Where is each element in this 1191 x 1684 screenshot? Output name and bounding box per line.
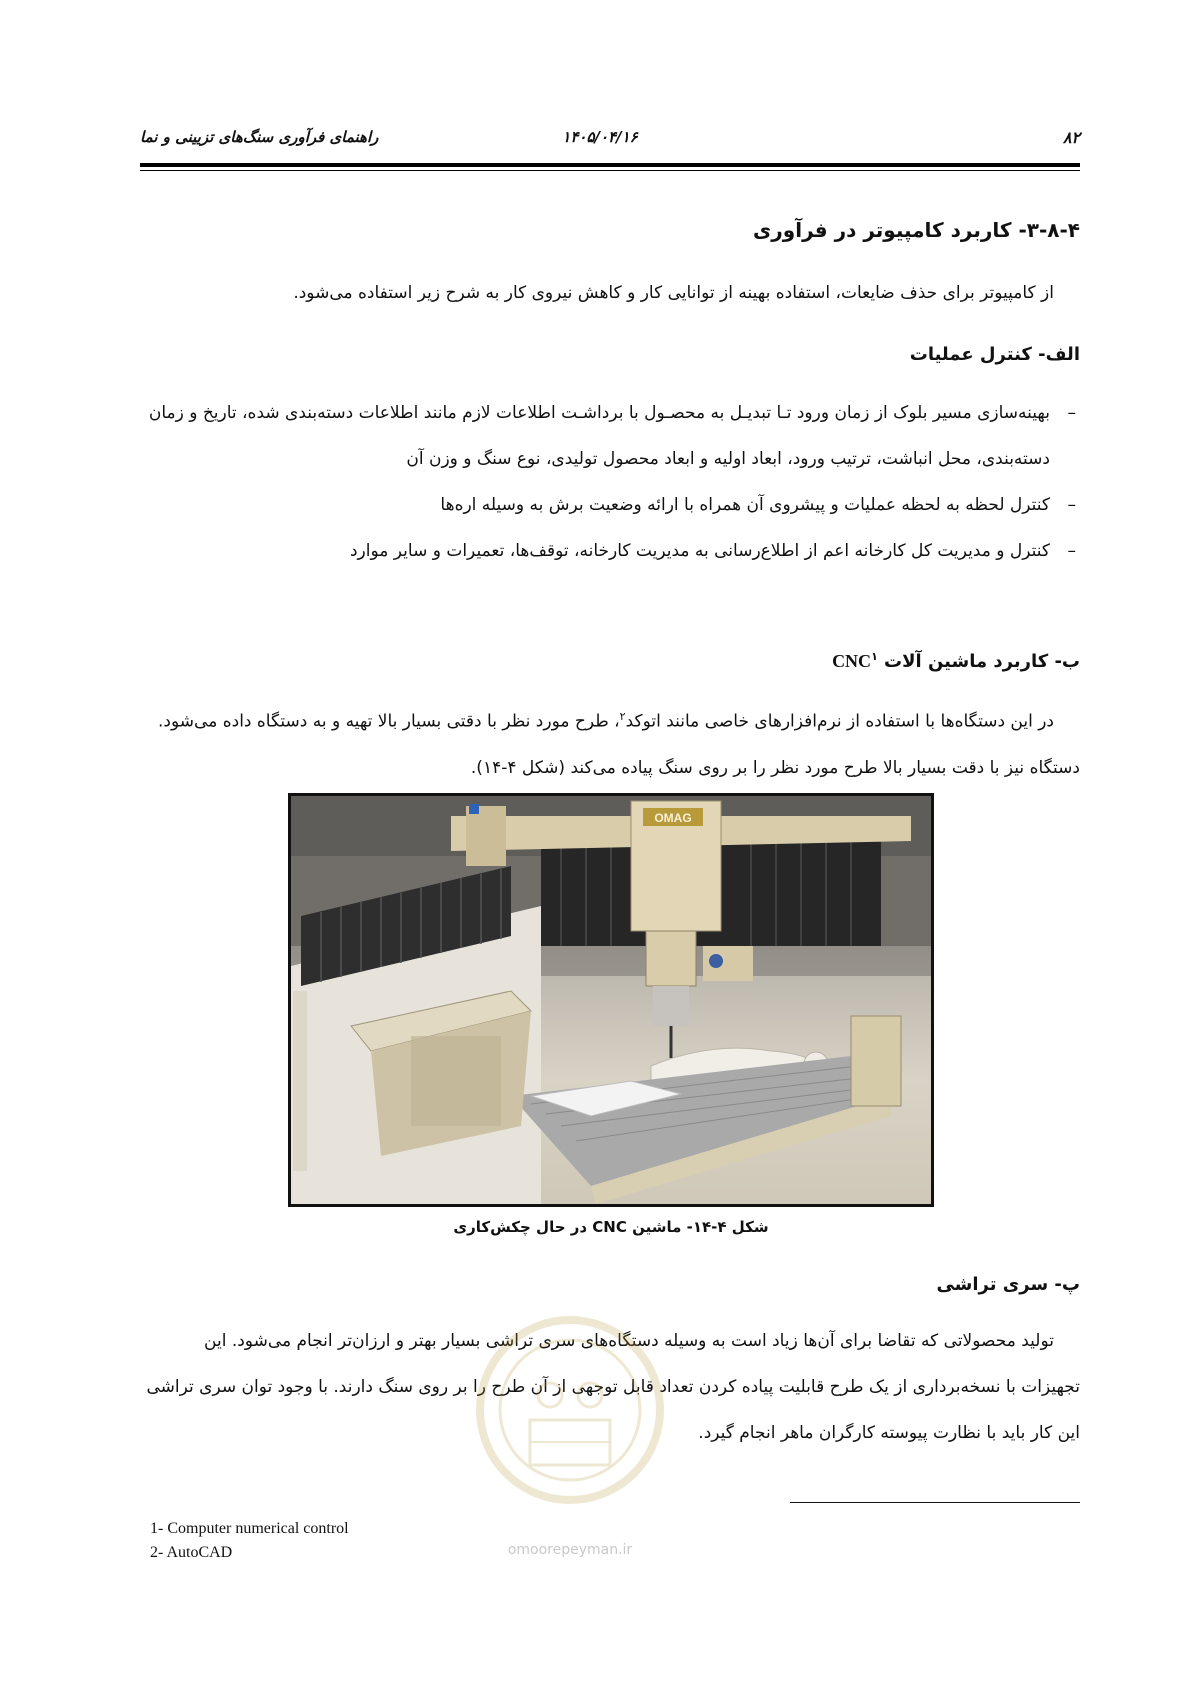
subsection-b-heading [140,650,1080,672]
list-item [140,390,1080,482]
running-header-title: راهنمای فرآوری سنگ‌های تزیینی و نما [140,128,379,146]
footnote-ref-2: ۲ [619,710,626,723]
bullet-dash: – [1067,403,1076,423]
footnote-2: 2- AutoCAD [150,1544,233,1561]
footnote-1: 1- Computer numerical control [150,1520,349,1537]
bullet-dash: – [1067,495,1076,515]
list-item [140,528,1080,574]
cnc-term: CNC [832,651,872,671]
list-item-text: بهینه‌سازی مسیر بلوک از زمان ورود تـا تبدیـل به محصـول با برداشـت اطلاعات لازم مانند اطلاعات دسته‌بندی شده، تاریخ و زمان دسته‌بندی، محل انباشت، ترتیب ورود، ابعاد اولیه و ابعاد محصول تولیدی، نوع سنگ و وزن آن [148,403,1050,469]
subsection-c-heading: پ- سری تراشی [936,1274,1080,1295]
cnc-machine-illustration [291,796,931,1204]
header-rule-thick [140,163,1080,167]
cnc-machine-photo [288,793,934,1207]
section-heading: ۳-۸-۴- کاربرد کامپیوتر در فرآوری [752,218,1080,242]
subsection-c-paragraph: تولید محصولاتی که تقاضا برای آن‌ها زیاد است به وسیله دستگاه‌های سری تراشی بسیار بهتر و ارزان‌تر انجام می‌شود. این تجهیزات با نسخه‌برداری از یک طرح قابلیت پیاده کردن تعداد قابل توجهی از آن طرح را بر روی سنگ دارند. با وجود توان سری تراشی این کار باید با نظارت پیوسته کارگران ماهر انجام گیرد. [146,1331,1080,1443]
bullet-dash: – [1067,541,1076,561]
list-item-text: کنترل و مدیریت کل کارخانه اعم از اطلاع‌رسانی به مدیریت کارخانه، توقف‌ها، تعمیرات و سایر موارد [349,541,1050,561]
subsection-b-paragraph [140,694,1080,791]
machine-brand: OMAG [654,811,692,825]
paragraph-text: ، طرح مورد نظر با دقتی بسیار بالا تهیه و به دستگاه داده می‌شود. دستگاه نیز با دقت بسیار بالا طرح مورد نظر را بر روی سنگ پیاده می‌کند (شکل ۴-۱۴). [158,711,1080,778]
footnote-ref-1: ۱ [871,650,878,663]
running-header-date: ۱۴۰۵/۰۴/۱۶ [562,128,638,146]
list-item-text: کنترل لحظه به لحظه عملیات و پیشروی آن همراه با ارائه وضعیت برش به وسیله اره‌ها [440,495,1050,515]
header-rule-thin [140,170,1080,171]
subsection-b-heading-text: ب- کاربرد ماشین آلات [877,651,1080,672]
subsection-a-heading: الف- کنترل عملیات [909,344,1080,365]
list-item [140,482,1080,528]
figure-caption: شکل ۴-۱۴- ماشین CNC در حال چکش‌کاری [453,1218,769,1236]
section-intro: از کامپیوتر برای حذف ضایعات، استفاده بهینه از توانایی کار و کاهش نیروی کار به شرح زیر استفاده می‌شود. [293,283,1054,303]
page-number: ۸۲ [1062,128,1080,147]
bullet-list [140,390,1080,574]
paragraph-text: در این دستگاه‌ها با استفاده از نرم‌افزارهای خاصی مانند اتوکد [625,711,1054,732]
watermark-seal [470,1300,670,1530]
footnote-separator [790,1502,1080,1503]
watermark-site: omoorepeyman.ir [507,1542,633,1558]
